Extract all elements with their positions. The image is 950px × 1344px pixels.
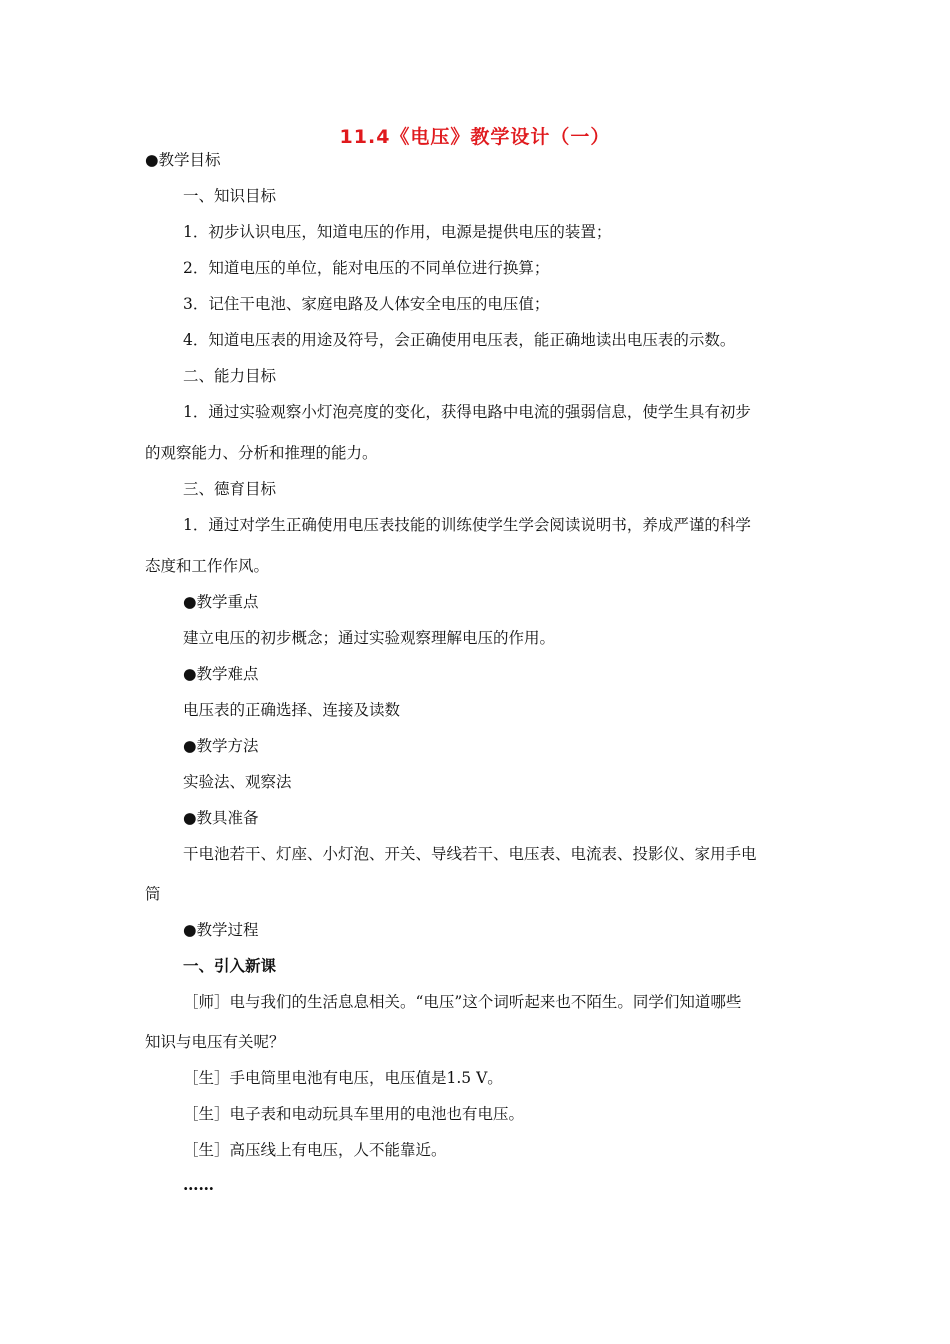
- dialogue-teacher-continued: 知识与电压有关呢？: [145, 1033, 285, 1051]
- list-item: 1．通过实验观察小灯泡亮度的变化，获得电路中电流的强弱信息，使学生具有初步: [183, 403, 751, 421]
- section-heading-objectives: ●教学目标: [145, 151, 221, 169]
- list-item: 4．知道电压表的用途及符号，会正确使用电压表，能正确地读出电压表的示数。: [183, 331, 736, 349]
- subheading-ability: 二、能力目标: [183, 367, 277, 385]
- list-item: 1．通过对学生正确使用电压表技能的训练使学生学会阅读说明书，养成严谨的科学: [183, 516, 751, 534]
- paragraph-continued: 筒: [145, 885, 161, 903]
- subheading-introduction: 一、引入新课: [183, 956, 277, 975]
- dialogue-student: ［生］手电筒里电池有电压，电压值是1.5 V。: [183, 1069, 503, 1087]
- section-heading-methods: ●教学方法: [183, 737, 259, 755]
- subheading-moral: 三、德育目标: [183, 480, 277, 498]
- paragraph: 干电池若干、灯座、小灯泡、开关、导线若干、电压表、电流表、投影仪、家用手电: [183, 845, 757, 863]
- list-item: 2．知道电压的单位，能对电压的不同单位进行换算；: [183, 259, 550, 277]
- paragraph: 电压表的正确选择、连接及读数: [183, 701, 401, 719]
- section-heading-key-points: ●教学重点: [183, 593, 259, 611]
- section-heading-difficulties: ●教学难点: [183, 665, 259, 683]
- list-item: 1．初步认识电压，知道电压的作用，电源是提供电压的装置；: [183, 223, 612, 241]
- list-item-continued: 态度和工作作风。: [145, 557, 270, 575]
- list-item-continued: 的观察能力、分析和推理的能力。: [145, 444, 378, 462]
- dialogue-student: ［生］高压线上有电压，人不能靠近。: [183, 1141, 447, 1159]
- section-heading-process: ●教学过程: [183, 921, 259, 939]
- paragraph: 实验法、观察法: [183, 773, 292, 791]
- paragraph: 建立电压的初步概念；通过实验观察理解电压的作用。: [183, 629, 556, 647]
- document-title: 11.4《电压》教学设计（一）: [339, 126, 611, 148]
- dialogue-student: ［生］电子表和电动玩具车里用的电池也有电压。: [183, 1105, 525, 1123]
- section-heading-materials: ●教具准备: [183, 809, 259, 827]
- list-item: 3．记住干电池、家庭电路及人体安全电压的电压值；: [183, 295, 550, 313]
- dialogue-teacher: ［师］电与我们的生活息息相关。“电压”这个词听起来也不陌生。同学们知道哪些: [183, 993, 742, 1011]
- subheading-knowledge: 一、知识目标: [183, 187, 277, 205]
- ellipsis: ……: [183, 1175, 214, 1194]
